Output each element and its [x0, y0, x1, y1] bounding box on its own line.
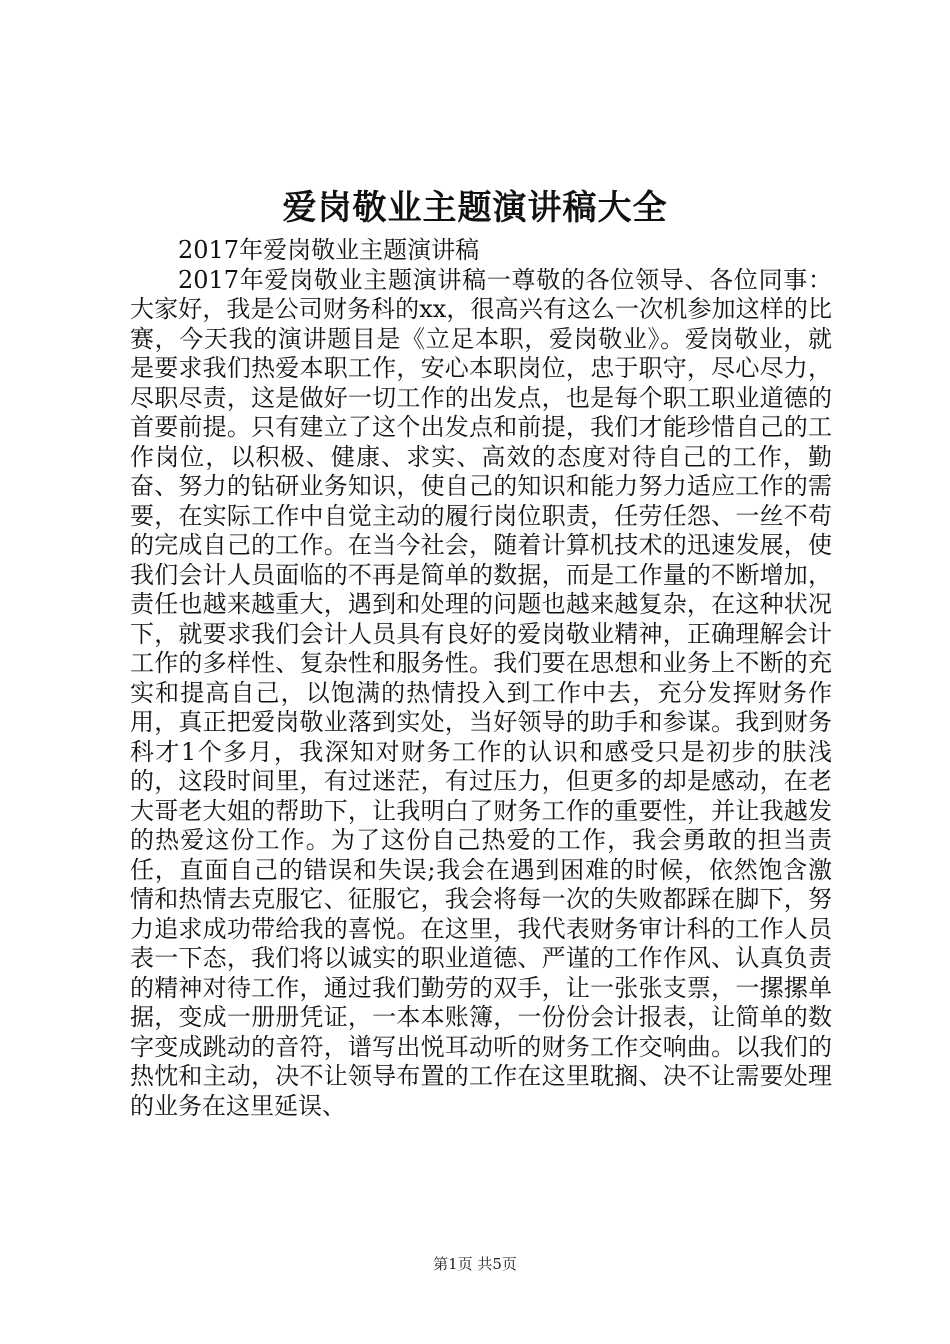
- document-body: [130, 236, 832, 1121]
- page-number-footer: 第1页 共5页: [433, 1255, 517, 1273]
- subtitle-paragraph: 2017年爱岗敬业主题演讲稿: [178, 236, 480, 264]
- body-paragraph: 2017年爱岗敬业主题演讲稿一尊敬的各位领导、各位同事：大家好，我是公司财务科的xx，很高兴有这么一次机参加这样的比赛，今天我的演讲题目是《立足本职，爱岗敬业》。爱岗敬业，就是要求我们热爱本职工作，安心本职岗位，忠于职守，尽心尽力，尽职尽责，这是做好一切工作的出发点，也是每个职工职业道德的首要前提。只有建立了这个出发点和前提，我们才能珍惜自己的工作岗位，以积极、健康、求实、高效的态度对待自己的工作，勤奋、努力的钻研业务知识，使自己的知识和能力努力适应工作的需要，在实际工作中自觉主动的履行岗位职责，任劳任怨、一丝不苟的完成自己的工作。在当今社会，随着计算机技术的迅速发展，使我们会计人员面临的不再是简单的数据，而是工作量的不断增加，责任也越来越重大，遇到和处理的问题也越来越复杂，在这种状况下，就要求我们会计人员具有良好的爱岗敬业精神，正确理解会计工作的多样性、复杂性和服务性。我们要在思想和业务上不断的充实和提高自己，以饱满的热情投入到工作中去，充分发挥财务作用，真正把爱岗敬业落到实处，当好领导的助手和参谋。我到财务科才1个多月，我深知对财务工作的认识和感受只是初步的肤浅的，这段时间里，有过迷茫，有过压力，但更多的却是感动，在老大哥老大姐的帮助下，让我明白了财务工作的重要性，并让我越发的热爱这份工作。为了这份自己热爱的工作，我会勇敢的担当责任，直面自己的错误和失误;我会在遇到困难的时候，依然饱含激情和热情去克服它、征服它，我会将每一次的失败都踩在脚下，努力追求成功带给我的喜悦。在这里，我代表财务审计科的工作人员表一下态，我们将以诚实的职业道德、严谨的工作作风、认真负责的精神对待工作，通过我们勤劳的双手，让一张张支票，一摞摞单据，变成一册册凭证，一本本账簿，一份份会计报表，让简单的数字变成跳动的音符，谱写出悦耳动听的财务工作交响曲。以我们的热忱和主动，决不让领导布置的工作在这里耽搁、决不让需要处理的业务在这里延误、: [130, 265, 832, 1120]
- page-title: 爱岗敬业主题演讲稿大全: [282, 188, 668, 228]
